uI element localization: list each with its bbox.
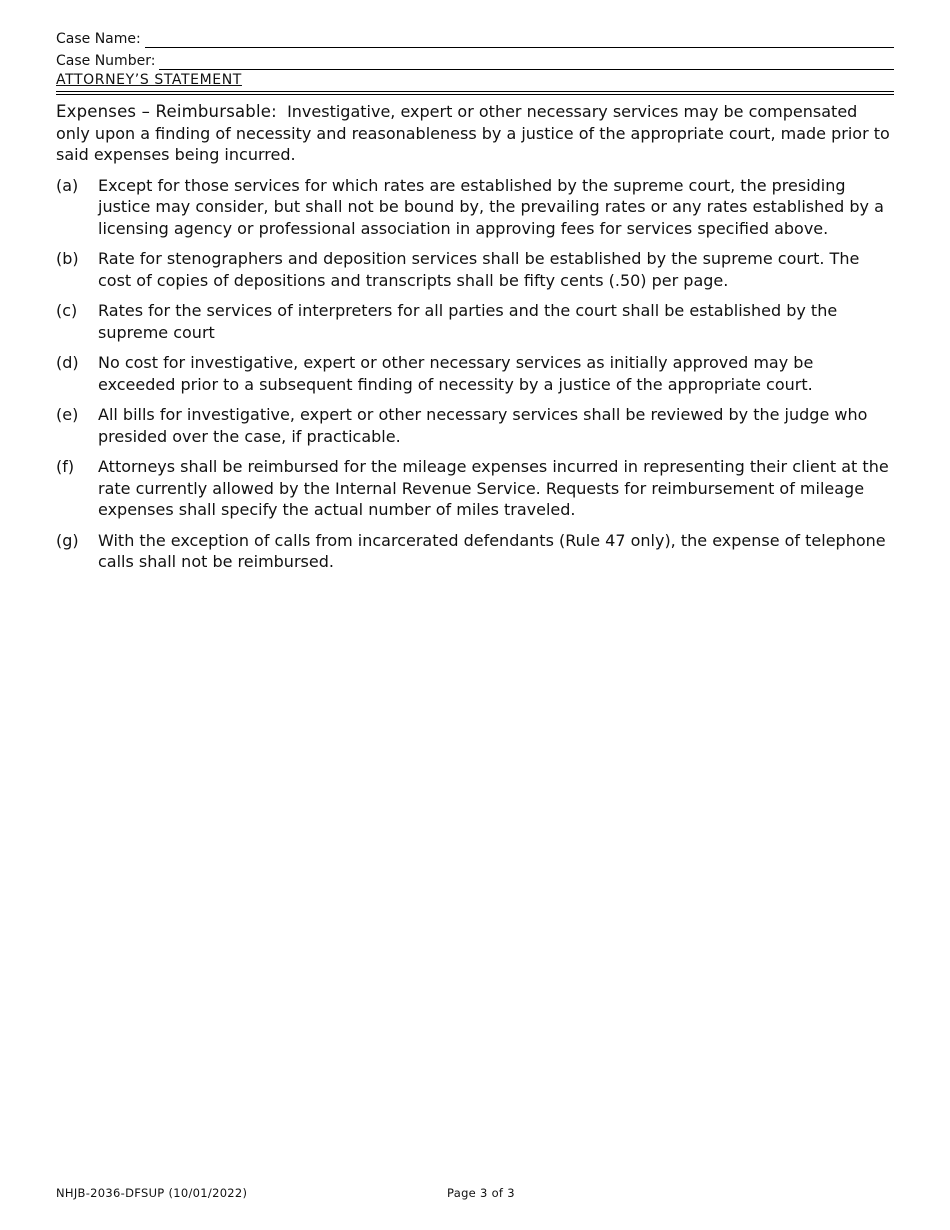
item-text: All bills for investigative, expert or other necessary services shall be reviewed by the judge who presided over the case, if practicable. (98, 405, 868, 446)
list-item-a (56, 175, 894, 240)
document-page (56, 26, 894, 582)
list-item-g (56, 530, 894, 573)
item-marker: (d) (56, 353, 79, 372)
item-text: Rate for stenographers and deposition services shall be established by the supreme court. The cost of copies of depositions and transcripts shall be fifty cents (.50) per page. (98, 249, 860, 290)
list-item-e (56, 404, 894, 447)
item-marker: (b) (56, 249, 79, 268)
section-title: ATTORNEY’S STATEMENT (56, 70, 894, 92)
case-number-label: Case Number: (56, 53, 156, 69)
item-marker: (e) (56, 405, 79, 424)
item-text: No cost for investigative, expert or other necessary services as initially approved may be exceeded prior to a subsequent finding of necessity by a justice of the appropriate court. (98, 353, 814, 394)
intro-lead: Expenses – Reimbursable: (56, 102, 277, 121)
list-item-f (56, 456, 894, 521)
section-divider (56, 94, 894, 95)
list-item-d (56, 352, 894, 395)
item-marker: (g) (56, 530, 79, 550)
list-item-b (56, 248, 894, 291)
case-name-row (56, 26, 894, 48)
item-marker: (a) (56, 175, 79, 195)
form-id: NHJB-2036-DFSUP (10/01/2022) (56, 1186, 248, 1200)
item-marker: (f) (56, 457, 75, 476)
item-text: With the exception of calls from incarcerated defendants (Rule 47 only), the expense of telephone calls shall not be reimbursed. (98, 530, 886, 571)
case-number-field[interactable] (159, 54, 894, 70)
list-item-c (56, 300, 894, 343)
case-number-row (56, 48, 894, 70)
item-list (56, 175, 894, 573)
page-number: Page 3 of 3 (447, 1186, 515, 1200)
item-text: Except for those services for which rates are established by the supreme court, the presiding justice may consider, but shall not be bound by, the prevailing rates or any rates established by a licensing agency or professional association in approving fees for services specified above. (98, 175, 884, 238)
case-name-field[interactable] (145, 32, 894, 48)
item-text: Attorneys shall be reimbursed for the mileage expenses incurred in representing their client at the rate currently allowed by the Internal Revenue Service. Requests for reimbursement of mileage expenses shall specify the actual number of miles traveled. (98, 457, 889, 519)
intro-paragraph (56, 101, 894, 166)
intro-text: Investigative, expert or other necessary services may be compensated only upon a finding of necessity and reasonableness by a justice of the appropriate court, made prior to said expenses being incurred. (56, 102, 890, 164)
item-marker: (c) (56, 301, 78, 320)
case-name-label: Case Name: (56, 31, 141, 47)
item-text: Rates for the services of interpreters for all parties and the court shall be established by the supreme court (98, 301, 838, 342)
